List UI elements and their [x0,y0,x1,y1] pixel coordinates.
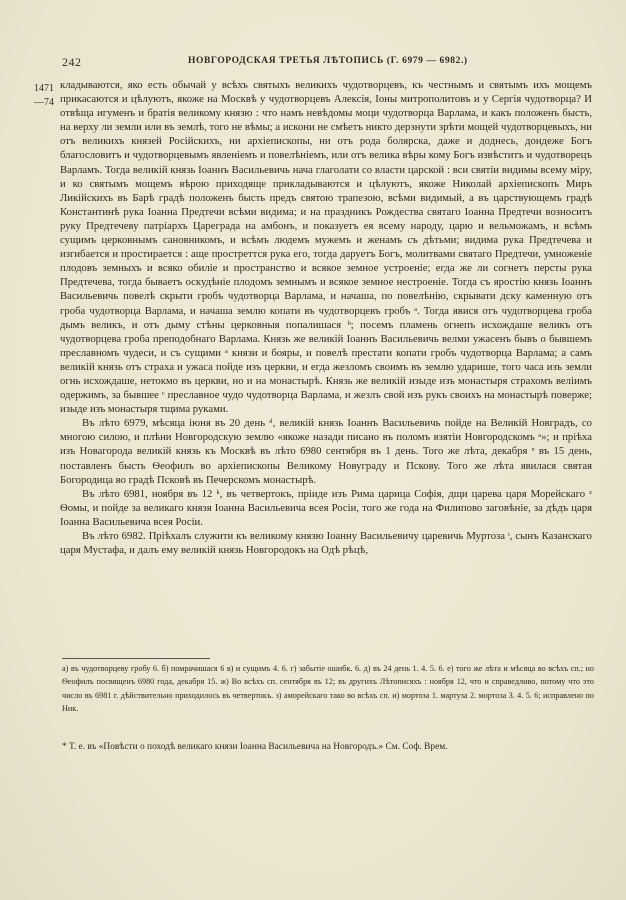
year-entry-6982: Въ лѣто 6982. Пріѣхалъ служити къ великому князю Іоанну Васильевичу царевичь Муртоза ᶦ, сынъ Казанскаго царя Мустафа, и далъ ему великій князь Новгородокъ на Одѣ рѣцѣ, [60,530,592,557]
body-paragraph: кладываются, яко есть обычай у всѣхъ святыхъ великихъ чудотворцевъ, къ честнымъ и святымъ ихъ мощемъ прикасаются и цѣлуютъ, якоже на Москвѣ у чудотворцевъ Алексія, Іоны митрополитовъ и у Сергія чудотворца? И отвѣща игуменъ и братія великому князю : что намъ невѣдомы моци чудотворца Варлама, и какъ положенъ бысть, на верху ли земли или въ землѣ, того не вѣмы; а искони не смѣетъ никто дерзнути зрѣти мощей чудотворцевыхъ, ни отъ великихъ князей Російскихъ, ни архіепископы, ни отъ рода болярска, даже и доднесь, дондеже Богъ благословитъ и чудотворцевымъ явленіемъ и повелѣніемъ, или отъ велика вѣры кому Богъ извѣститъ и чудотворецъ Варламъ. Тогда великій князь Іоаннъ Васильевичь нача глаголати со власти царской : вси святіи видимы всему міру, и ко святымъ мощемъ вѣрою приходяще прикладываются и цѣлуютъ, якоже Николай архіепископъ Миръ Ликійскихъ въ Барѣ градѣ положенъ бысть предъ святою трапезою, всѣми видимый, а въ царствующемъ градѣ Константинѣ рука Іоанна Предтечи всѣми видима; и на праздникъ Рождества святаго Іоанна Предтечи возноситъ руку Предтечеву патріархъ Цареграда на амбонъ, и показуетъ ея всему народу, царю и вельможамъ, и всѣмъ сущимъ церковнымъ сановникомъ, и всѣмъ людемъ мужемъ и женамъ съ дѣтьми; видима рука Предтечева и изгибается и простирается : аще простреттся рука его, тогда даруетъ Богъ, молитвами святаго Предтечи, умноженіе плодовъ земныхъ и всяко обиліе и пространство и всякое земное устроеніе; егда же ли согнетъ персты рука Предтечева, тогда бываетъ оскудѣніе плодомъ земнымъ и всякое земное нестроеніе. Тогда съ яростію князь Іоаннъ Васильевичь повелѣ скрыти гробъ чудотворца Варлама, и начаша, по повелѣнію, скрывати дску каменную отъ гроба чудотворца Варлама, и начаша землю копати въ чудотворцевъ гробъ ᵃ. Тогда явися отъ чудотворцева гроба дымъ великъ, и отъ дыму стѣны церковныя попалишася ᵇ; посемъ пламень огнепъ исхождаше великъ отъ чудотворцева гроба преподобнаго Варлама. Князь же великій Іоаннъ Васильевичь велми ужасенъ бывъ о бывшемъ преславномъ чудеси, и съ сущими ᵃ князи и бояры, и повелѣ престати копати гробъ чудотворца Варлама; а самъ великій князь отъ страха и ужаса пойде изъ церкви, и егда жезломъ своимъ въ землю ударише, того часа изъ земли огнь исхождаше, нетокмо въ церкви, но и на монастырѣ. Князь же великій изыде изъ монастыря страхомъ велiимъ одержимъ, за бывшее ᶜ преславное чудо чудотворца Варлама, и жезлъ свой изъ рукъ своихъ на монастырѣ поверже; изыде изъ монастыря тщима руками. [60,79,592,416]
page-header [62,55,582,69]
year-entry-6979: Въ лѣто 6979, мѣсяца іюня въ 20 день ᵈ, великій князь Іоаннъ Васильевичь пойде на Великій Новградъ, со многою силою, и плѣни Новгородскую землю «якоже назади писано въ поломъ взятіи Новгородскомъ ᵃ»; и пріѣха изъ Новагорода великій князь къ Москвѣ въ лѣто 6980 сентября въ 1 день. Того же лѣта, декабря ᵉ въ 15 день, поставленъ бысть Ѳеофилъ во архіепископы Великому Новуграду и Пскову. Того же лѣта явилася святая Богородица во градѣ Псковѣ въ Печерскомъ монастырѣ. [60,417,592,486]
chronicle-body [60,78,592,557]
margin-year-start: 1471 [34,83,54,94]
margin-year-end: —74 [34,97,54,108]
running-head: НОВГОРОДСКАЯ ТРЕТЬЯ ЛѢТОПИСЬ (Г. 6979 — 6982.) [188,56,468,66]
year-entry-6981: Въ лѣто 6981, ноября въ 12 ᵏ, въ четвертокъ, пріиде изъ Рима царица Софія, дщи царева царя Морейскаго ᶻ Ѳомы, и пойде за великаго князя Іоанна Васильевича всея Росіи, того же года на Филипово заговѣніе, за дѣдъ царя Іоанна Васильевича всея Росіи. [60,487,592,528]
margin-year-range [34,82,54,110]
variant-footnotes [62,662,594,716]
source-note: * Т. е. въ «Повѣсти о походѣ великаго князи Іоанна Васильевича на Новгородъ.» См. Соф. Врем. [62,742,448,752]
page-number: 242 [62,55,82,69]
footnote-divider [62,658,210,659]
footnote-text: а) въ чудотворцеву гробу 6. б) помрачишася 6 в) и сущимъ 4. 6. г) забытіе ошибк. 6. д) въ 24 день 1. 4. 5. 6. е) того же лѣта и мѣсяца во всѣхъ сп.; но Ѳеофилъ посвященъ 6980 года, декабря 15. ж) Во всѣхъ сп. сентября въ 12; въ другихъ Лѣтописяхъ : ноября 12, что и справедливо, потому что это число въ 6981 г. дѣйствительно приходилось въ четвертокъ. з) аморейскаго тако во всѣхъ сп. и) мортоза 1. мартуза 2. мортоза 3. 4. 5. 6; исправлено по Ник. [62,664,594,714]
